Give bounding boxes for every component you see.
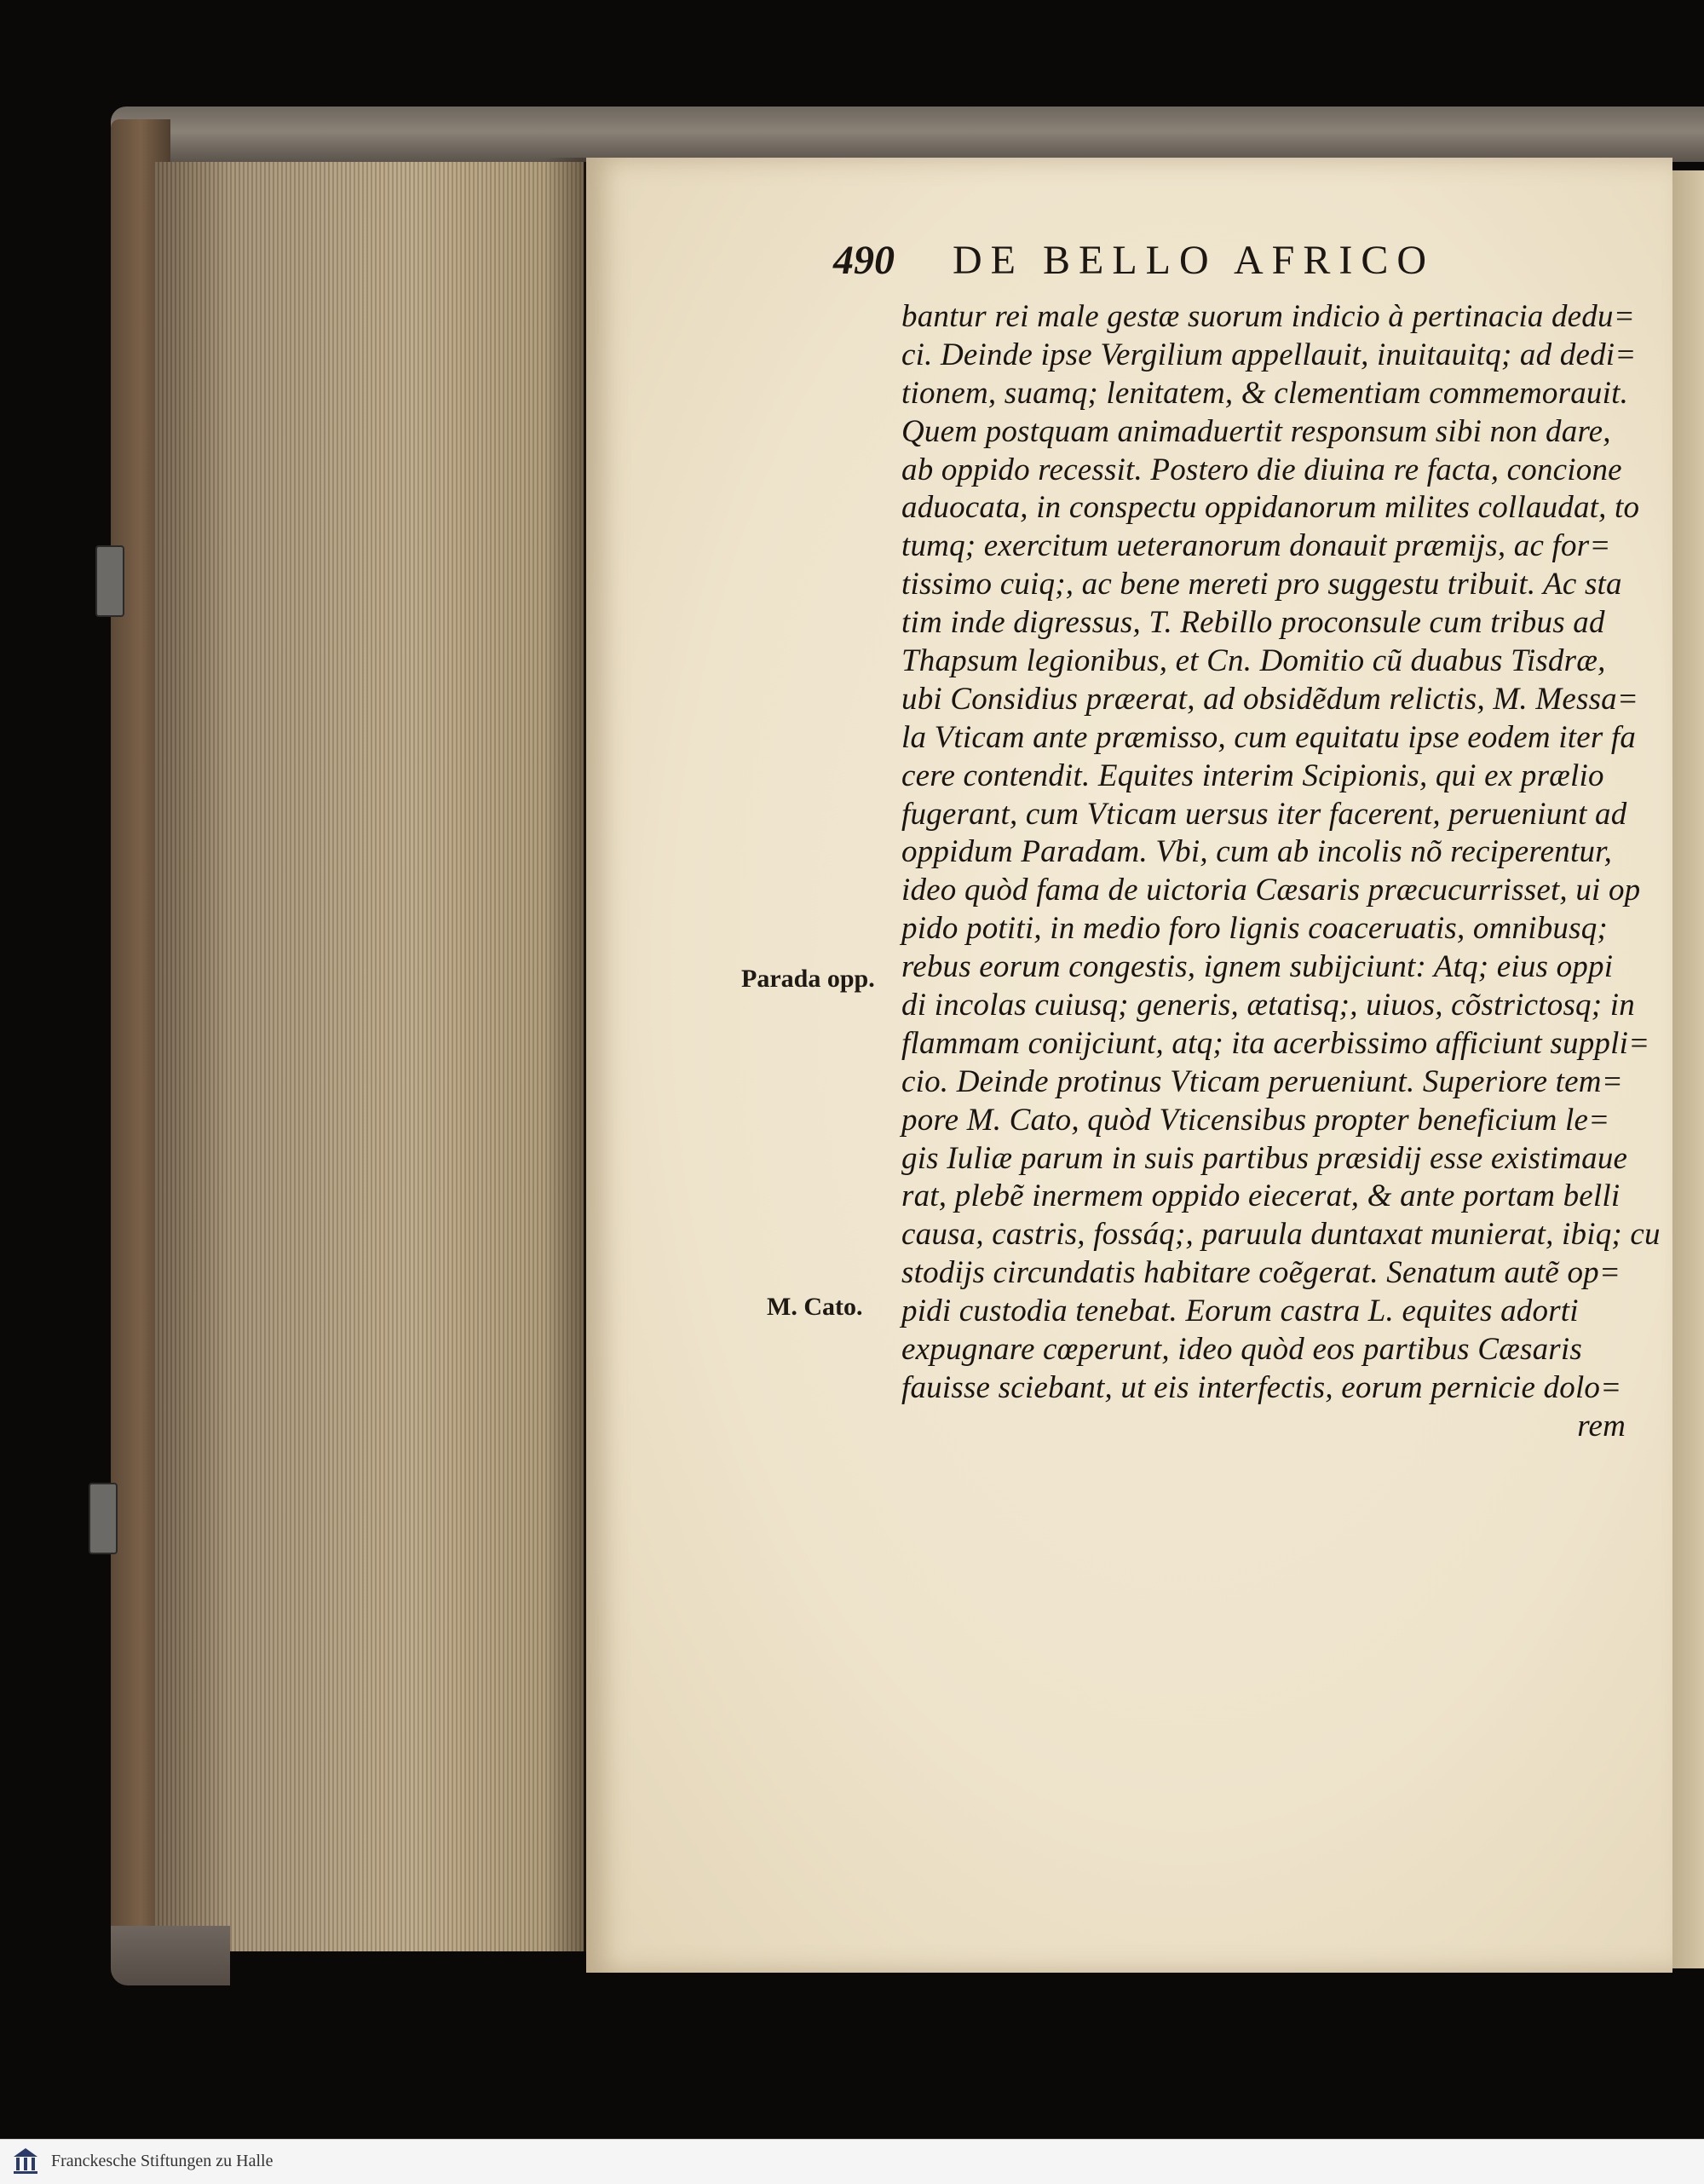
text-line: flammam conijciunt, atq; ita acerbissimo afficiunt suppli= — [901, 1025, 1650, 1061]
text-line: causa, castris, fossáq;, paruula duntaxat munierat, ibiq; cu — [901, 1217, 1661, 1253]
institution-logo-icon — [7, 2143, 44, 2181]
text-line: cio. Deinde protinus Vticam perueniunt. Superiore tem= — [901, 1063, 1623, 1099]
text-line: expugnare cœperunt, ideo quòd eos partibus Cæsaris — [901, 1332, 1582, 1368]
page-block-edge — [153, 162, 584, 1951]
text-line: pidi custodia tenebat. Eorum castra L. equites adorti — [901, 1294, 1579, 1329]
text-line: la Vticam ante præmisso, cum equitatu ipse eodem iter fa — [901, 719, 1637, 755]
text-line: pore M. Cato, quòd Vticensibus propter beneficium le= — [901, 1102, 1610, 1138]
text-line: di incolas cuiusq; generis, ætatisq;, uiuos, cõstrictosq; in — [901, 988, 1635, 1023]
text-line: gis Iuliæ parum in suis partibus præsidij esse existimaue — [901, 1140, 1628, 1176]
page-number: 490 — [833, 238, 895, 283]
running-head: DE BELLO AFRICO — [953, 238, 1436, 283]
text-line: ab oppido recessit. Postero die diuina re facta, concione — [901, 452, 1622, 487]
text-line: ci. Deinde ipse Vergilium appellauit, inuitauitq; ad dedi= — [901, 337, 1637, 372]
text-line: tionem, suamq; lenitatem, & clementiam commemorauit. — [901, 375, 1629, 411]
book-cover-bottom — [111, 1926, 230, 1985]
text-line: tumq; exercitum ueteranorum donauit præmijs, ac for= — [901, 528, 1611, 564]
clasp-upper — [95, 545, 124, 617]
text-line: tim inde digressus, T. Rebillo proconsule cum tribus ad — [901, 605, 1605, 641]
text-line: fauisse sciebant, ut eis interfectis, eorum pernicie dolo= — [901, 1369, 1622, 1405]
margin-note-parada: Parada opp. — [741, 965, 875, 993]
footer-institution-text: Franckesche Stiftungen zu Halle — [51, 2152, 273, 2170]
page-header — [833, 237, 1549, 288]
text-line: aduocata, in conspectu oppidanorum milites collaudat, to — [901, 490, 1640, 526]
footer-bar — [0, 2139, 1704, 2184]
text-line: pido potiti, in medio foro lignis coaceruatis, omnibusq; — [901, 911, 1608, 947]
text-line: bantur rei male gestæ suorum indicio à pertinacia dedu= — [901, 299, 1635, 334]
text-line: rat, plebẽ inermem oppido eiecerat, & ante portam belli — [901, 1178, 1621, 1214]
margin-note-cato: M. Cato. — [767, 1293, 863, 1321]
text-line: stodijs circundatis habitare coẽgerat. Senatum autẽ op= — [901, 1255, 1621, 1291]
text-line: Thapsum legionibus, et Cn. Domitio cũ duabus Tisdræ, — [901, 643, 1606, 679]
text-line: tissimo cuiq;, ac bene mereti pro suggestu tribuit. Ac sta — [901, 567, 1622, 602]
book-cover-top — [111, 107, 1704, 162]
text-line: oppidum Paradam. Vbi, cum ab incolis nõ reciperentur, — [901, 834, 1613, 870]
text-line: ubi Considius præerat, ad obsidẽdum relictis, M. Messa= — [901, 681, 1639, 717]
text-line: fugerant, cum Vticam uersus iter facerent, perueniunt ad — [901, 796, 1627, 832]
text-line: ideo quòd fama de uictoria Cæsaris præcucurrisset, ui op — [901, 873, 1641, 908]
text-line: cere contendit. Equites interim Scipionis, qui ex prælio — [901, 758, 1604, 793]
text-line: rem — [1577, 1408, 1626, 1444]
body-text — [901, 298, 1661, 1446]
text-line: rebus eorum congestis, ignem subijciunt: Atq; eius oppi — [901, 949, 1614, 985]
clasp-lower — [89, 1483, 118, 1554]
gutter-shadow — [545, 158, 592, 1951]
text-line: Quem postquam animaduertit responsum sibi non dare, — [901, 413, 1611, 449]
